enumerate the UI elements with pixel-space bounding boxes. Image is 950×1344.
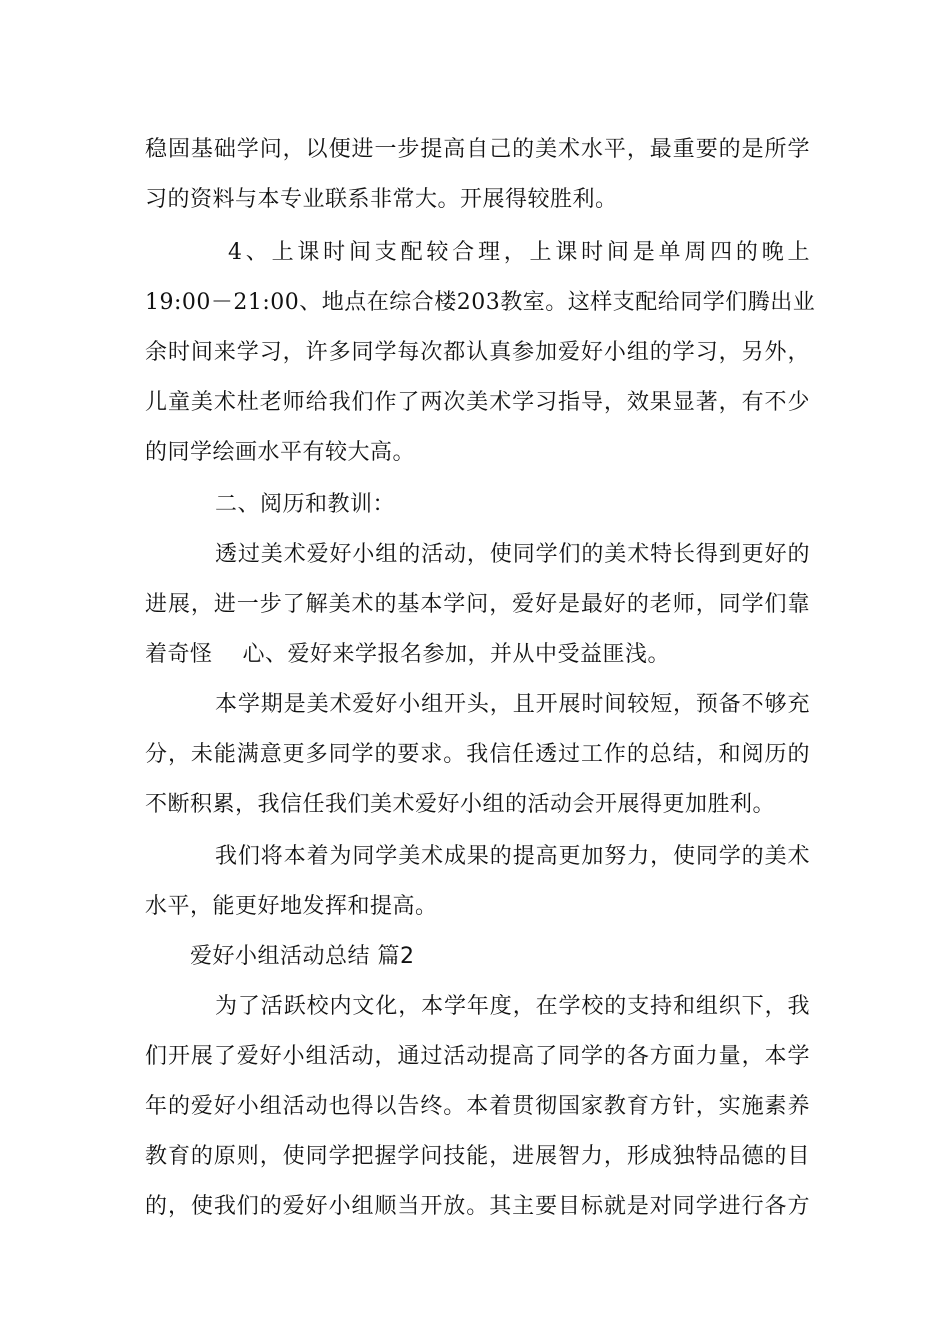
paragraph-line: 的，使我们的爱好小组顺当开放。其主要目标就是对同学进行各方 xyxy=(145,1194,810,1219)
paragraph-line: 水平，能更好地发挥和提高。 xyxy=(145,894,438,919)
section-title: 爱好小组活动总结 篇2 xyxy=(190,944,415,969)
paragraph-line: 着奇怪 心、爱好来学报名参加，并从中受益匪浅。 xyxy=(145,642,670,667)
paragraph-line: 4、上课时间支配较合理，上课时间是单周四的晚上 xyxy=(228,240,810,265)
paragraph-line: 余时间来学习，许多同学每次都认真参加爱好小组的学习，另外， xyxy=(145,340,810,365)
paragraph-line: 为了活跃校内文化，本学年度，在学校的支持和组织下，我 xyxy=(215,994,810,1019)
section-heading: 二、阅历和教训： xyxy=(215,492,396,517)
paragraph-line: 儿童美术杜老师给我们作了两次美术学习指导，效果显著，有不少 xyxy=(145,390,810,415)
paragraph-line: 不断积累，我信任我们美术爱好小组的活动会开展得更加胜利。 xyxy=(145,792,776,817)
paragraph-line: 稳固基础学问，以便进一步提高自己的美术水平，最重要的是所学 xyxy=(145,137,810,162)
paragraph-line: 本学期是美术爱好小组开头，且开展时间较短，预备不够充 xyxy=(215,692,810,717)
paragraph-line: 分，未能满意更多同学的要求。我信任透过工作的总结，和阅历的 xyxy=(145,742,810,767)
paragraph-line: 习的资料与本专业联系非常大。开展得较胜利。 xyxy=(145,187,618,212)
paragraph-line: 19:00－21:00、地点在综合楼203教室。这样支配给同学们腾出业 xyxy=(145,290,816,315)
paragraph-line: 年的爱好小组活动也得以告终。本着贯彻国家教育方针，实施素养 xyxy=(145,1094,810,1119)
paragraph-line: 透过美术爱好小组的活动，使同学们的美术特长得到更好的 xyxy=(215,542,810,567)
paragraph-line: 们开展了爱好小组活动，通过活动提高了同学的各方面力量，本学 xyxy=(145,1044,810,1069)
paragraph-line: 我们将本着为同学美术成果的提高更加努力，使同学的美术 xyxy=(215,844,810,869)
paragraph-line: 教育的原则，使同学把握学问技能，进展智力，形成独特品德的目 xyxy=(145,1144,810,1169)
paragraph-line: 进展，进一步了解美术的基本学问，爱好是最好的老师，同学们靠 xyxy=(145,592,810,617)
paragraph-line: 的同学绘画水平有较大高。 xyxy=(145,440,416,465)
